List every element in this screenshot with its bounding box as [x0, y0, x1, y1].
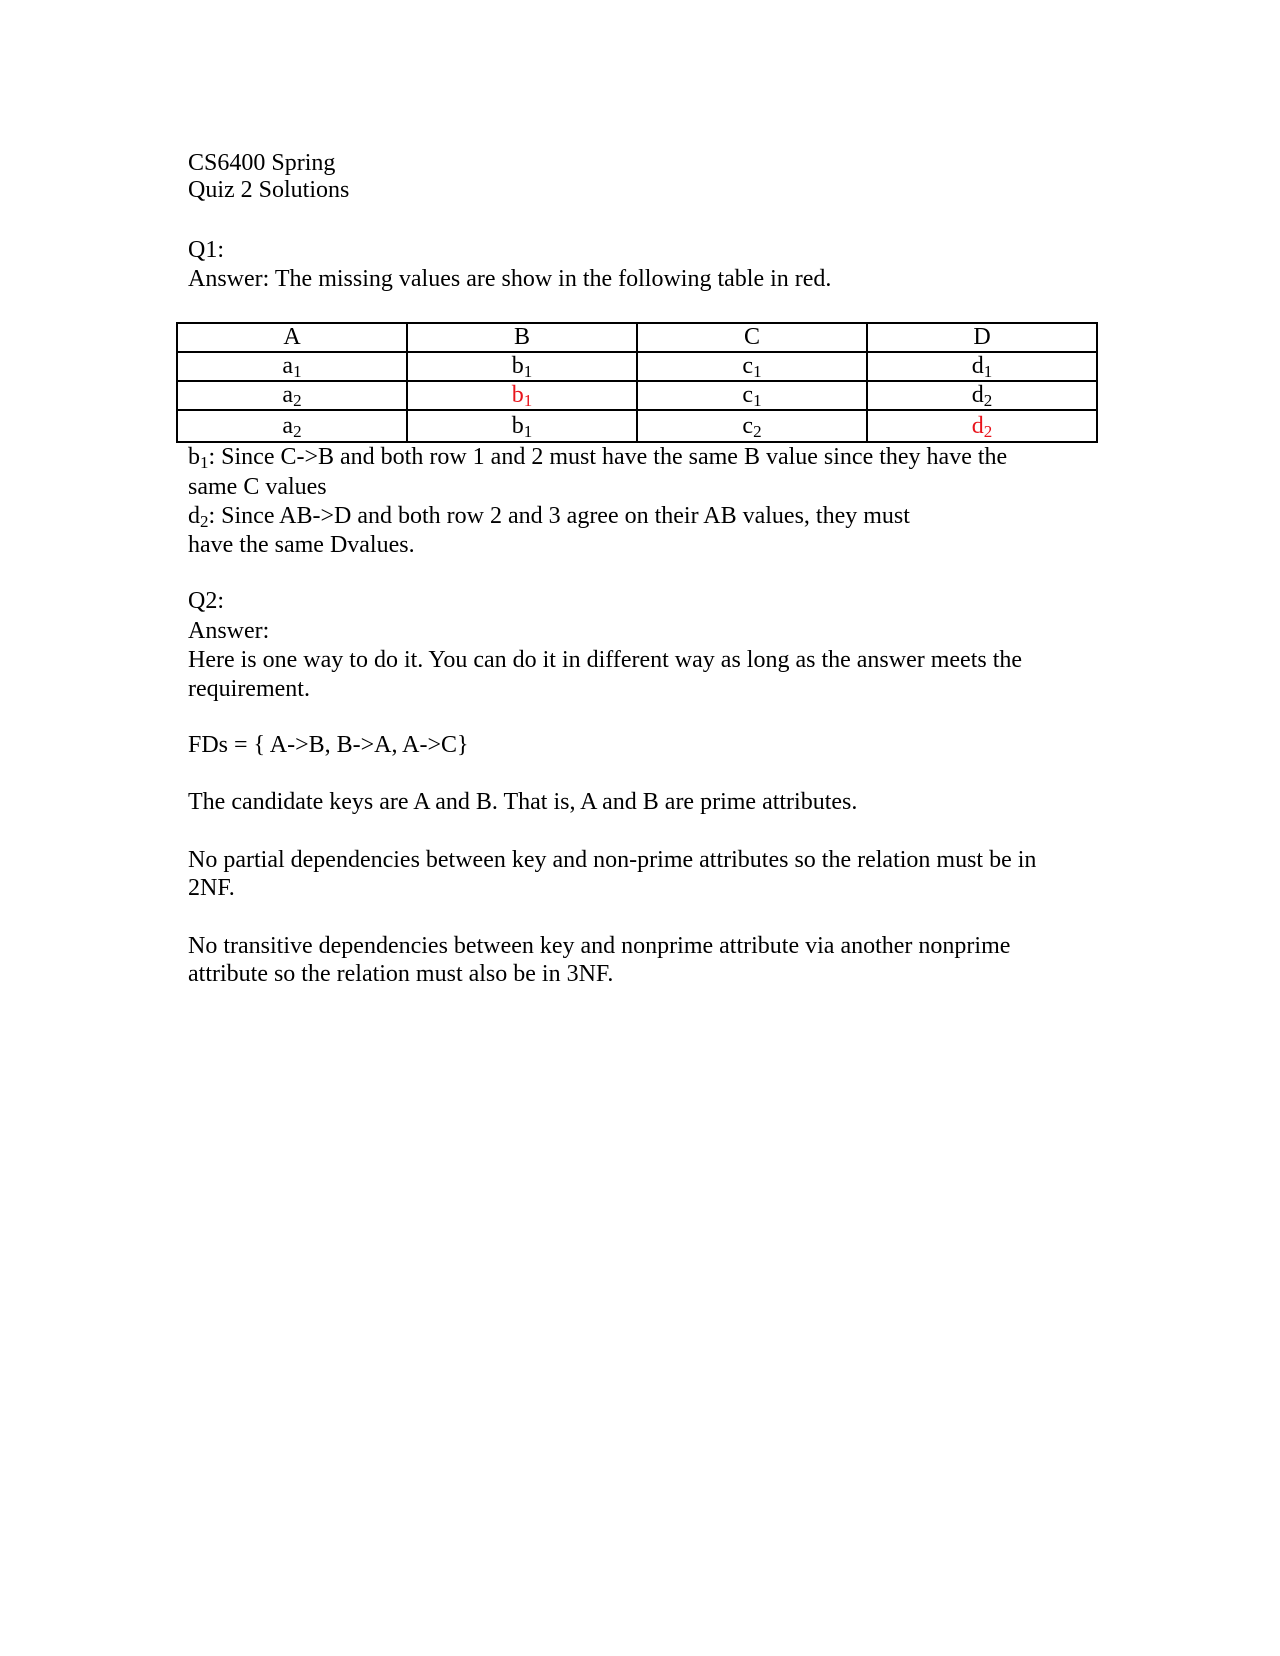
table-header-row: [177, 323, 1097, 352]
column-header-c: C: [637, 323, 867, 352]
table-cell: $c_1$: [637, 352, 867, 381]
page-title: Quiz 2 Solutions: [188, 177, 350, 203]
q2-intro-continued: requirement.: [188, 676, 310, 702]
explanation-b1-continued: same C values: [188, 474, 327, 500]
q2-label: Q2:: [188, 588, 224, 614]
second-normal-form-note: No partial dependencies between key and non-prime attributes so the relation must be in: [188, 847, 1037, 873]
table-row: [177, 352, 1097, 381]
table-cell: $a_1$: [177, 352, 407, 381]
table-row: [177, 381, 1097, 410]
explanation-d2-continued: have the same Dvalues.: [188, 532, 415, 558]
table-cell: $a_2$: [177, 410, 407, 442]
table-cell-missing-value: $d_2$: [867, 410, 1097, 442]
q1-answer: Answer: The missing values are show in the following table in red.: [188, 266, 832, 292]
candidate-keys: The candidate keys are A and B. That is, A and B are prime attributes.: [188, 789, 858, 815]
table-cell: $d_2$: [867, 381, 1097, 410]
column-header-b: B: [407, 323, 637, 352]
q1-label: Q1:: [188, 237, 224, 263]
table-cell: $c_2$: [637, 410, 867, 442]
table-cell: $a_2$: [177, 381, 407, 410]
functional-dependencies: FDs = { A->B, B->A, A->C}: [188, 732, 469, 758]
course-heading: CS6400 Spring: [188, 150, 336, 176]
explanation-b1: $b_1$: Since C->B and both row 1 and 2 must have the same B value since they have the: [188, 444, 1008, 472]
table-cell: $b_1$: [407, 352, 637, 381]
third-normal-form-note-continued: attribute so the relation must also be in 3NF.: [188, 961, 614, 987]
second-normal-form-note-continued: 2NF.: [188, 875, 235, 901]
column-header-d: D: [867, 323, 1097, 352]
third-normal-form-note: No transitive dependencies between key and nonprime attribute via another nonprime: [188, 933, 1011, 959]
table-cell: $b_1$: [407, 410, 637, 442]
table-cell-missing-value: $b_1$: [407, 381, 637, 410]
q2-answer: Answer:: [188, 618, 270, 644]
column-header-a: A: [177, 323, 407, 352]
relation-table: [176, 322, 1098, 443]
table-row: [177, 410, 1097, 442]
q2-intro: Here is one way to do it. You can do it in different way as long as the answer meets the: [188, 647, 1023, 673]
table-cell: $c_1$: [637, 381, 867, 410]
explanation-d2: $d_2$: Since AB->D and both row 2 and 3 agree on their AB values, they must: [188, 503, 910, 531]
table-cell: $d_1$: [867, 352, 1097, 381]
